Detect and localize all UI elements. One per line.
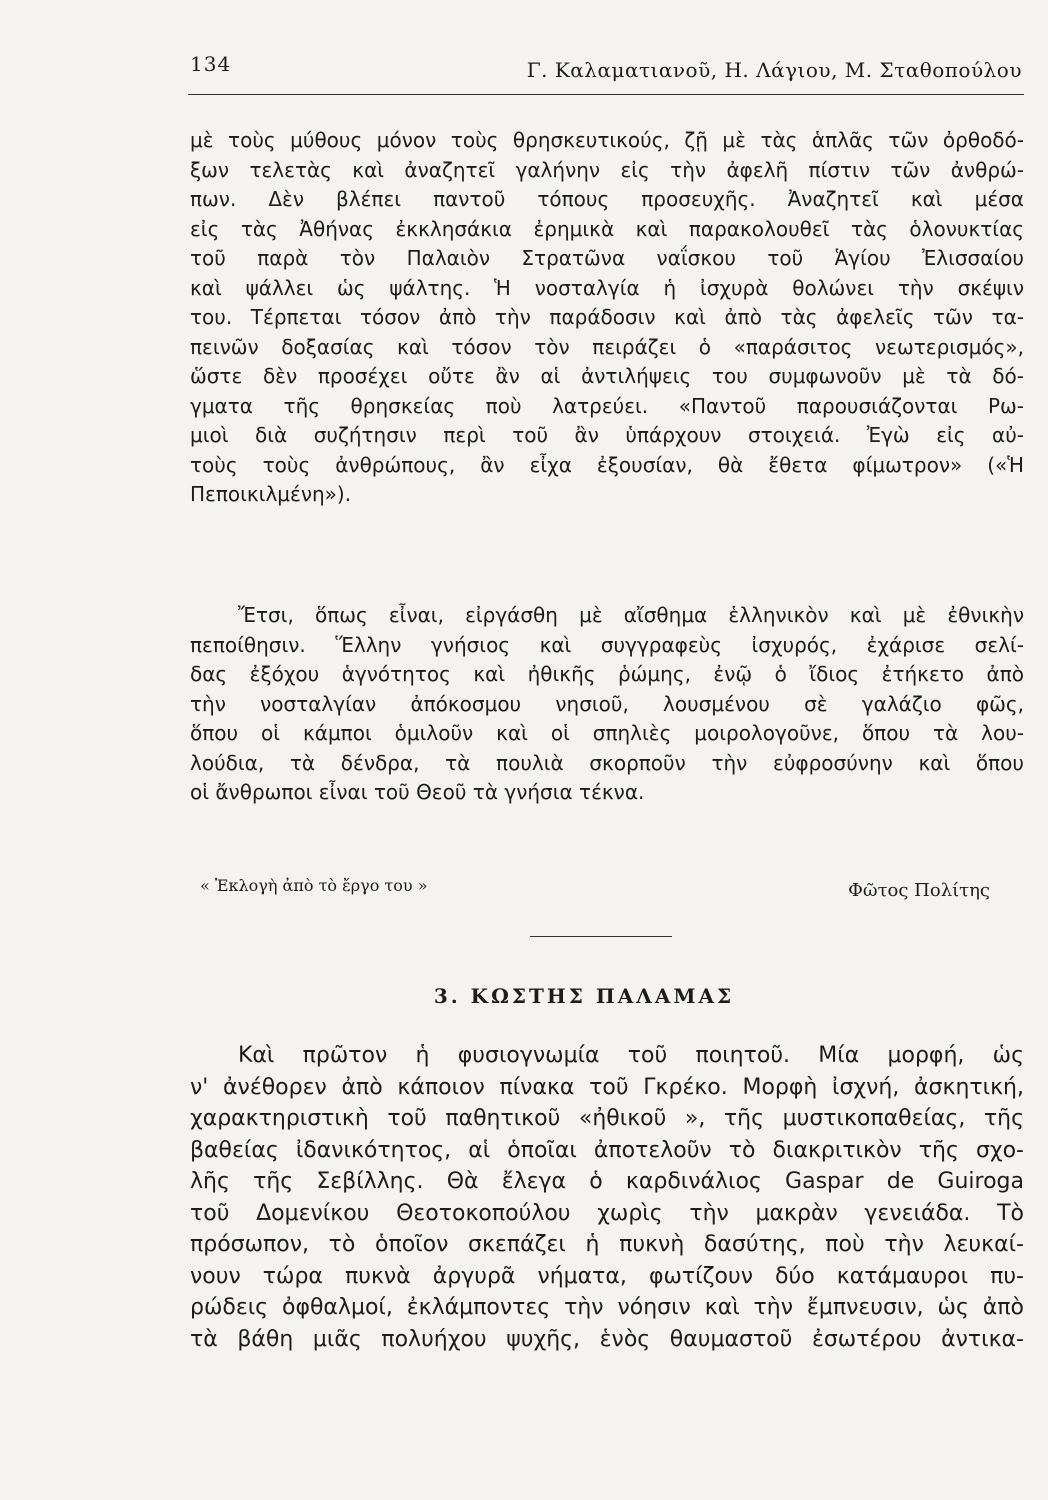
paragraph-2 <box>190 601 1024 808</box>
text-line: Ἔτσι, ὅπως εἶναι, εἰργάσθη μὲ αἴσθημα ἑλληνικὸν καὶ μὲ ἐθνικὴν <box>238 603 1024 627</box>
text-line: ξων τελετὰς καὶ ἀναζητεῖ γαλήνην εἰς τὴν ἀφελῆ πίστιν τῶν ἀνθρώ- <box>190 157 1024 182</box>
running-head: Γ. Καλαματιανοῦ, Η. Λάγιου, Μ. Σταθοπούλου <box>526 58 1022 82</box>
source-citation: « Ἐκλογὴ ἀπὸ τὸ ἔργο του » <box>200 876 428 895</box>
text-line: βαθείας ἰδανικότητος, αἱ ὁποῖαι ἀποτελοῦν τὸ διακριτικὸν τῆς σχο- <box>190 1137 1024 1163</box>
text-line: νουν τώρα πυκνὰ ἀργυρᾶ νήματα, φωτίζουν δύο κατάμαυροι πυ- <box>190 1263 1024 1289</box>
text-line: λούδια, τὰ δένδρα, τὰ πουλιὰ σκορποῦν τὴν εὐφροσύνην καὶ ὅπου <box>190 750 1024 775</box>
text-line: πεποίθησιν. Ἕλλην γνήσιος καὶ συγγραφεὺς ἰσχυρός, ἐχάρισε σελί- <box>190 632 1024 657</box>
text-line: Πεποικιλμένη»). <box>190 482 352 506</box>
text-line: τὴν νοσταλγίαν ἀπόκοσμου νησιοῦ, λουσμένου σὲ γαλάζιο φῶς, <box>190 691 1024 716</box>
text-line: καὶ ψάλλει ὡς ψάλτης. Ἡ νοσταλγία ἡ ἰσχυρὰ θολώνει τὴν σκέψιν <box>190 275 1024 300</box>
signature-row <box>200 876 990 904</box>
text-line: γματα τῆς θρησκείας ποὺ λατρεύει. «Παντοῦ παρουσιάζονται Ρω- <box>190 393 1024 418</box>
text-line: τοὺς τοὺς ἀνθρώπους, ἂν εἶχα ἐξουσίαν, θὰ ἔθετα φίμωτρον» («Ἡ <box>190 452 1024 477</box>
text-line: τοῦ παρὰ τὸν Παλαιὸν Στρατῶνα ναΐσκου τοῦ Ἁγίου Ἐλισσαίου <box>190 246 1024 270</box>
page-header <box>186 52 1022 92</box>
text-line: ὅπου οἱ κάμποι ὁμιλοῦν καὶ οἱ σπηλιὲς μοιρολογοῦνε, ὅπου τὰ λου- <box>190 721 1024 745</box>
section-heading: 3. ΚΩΣΤΗΣ ΠΑΛΑΜΑΣ <box>433 984 735 1008</box>
text-line: τὰ βάθη μιᾶς πολυήχου ψυχῆς, ἑνὸς θαυμαστοῦ ἐσωτέρου ἀντικα- <box>190 1326 1024 1352</box>
author-signature: Φῶτος Πολίτης <box>848 880 990 901</box>
text-line: λῆς τῆς Σεβίλλης. Θὰ ἔλεγα ὁ καρδινάλιος Gaspar de Guiroga <box>190 1169 1024 1194</box>
text-line: πεινῶν δοξασίας καὶ τόσον τὸν πειράζει ὁ «παράσιτος νεωτερισμός», <box>190 334 1024 359</box>
page-number: 134 <box>190 52 232 76</box>
text-line: Καὶ πρῶτον ἡ φυσιογνωμία τοῦ ποιητοῦ. Μία μορφή, ὡς <box>238 1043 1024 1068</box>
paragraph-3 <box>190 1040 1024 1355</box>
text-line: χαρακτηριστικὴ τοῦ παθητικοῦ «ἠθικοῦ », τῆς μυστικοπαθείας, τῆς <box>190 1106 1024 1131</box>
section-divider <box>530 936 672 937</box>
text-line: του. Τέρπεται τόσον ἀπὸ τὴν παράδοσιν καὶ ἀπὸ τὰς ἀφελεῖς τῶν τα- <box>190 305 1024 329</box>
text-line: ν' ἀνέθορεν ἀπὸ κάποιον πίνακα τοῦ Γκρέκο. Μορφὴ ἰσχνή, ἀσκητική, <box>190 1074 1024 1100</box>
text-line: μιοὶ διὰ συζήτησιν περὶ τοῦ ἂν ὑπάρχουν στοιχειά. Ἐγὼ εἰς αὐ- <box>190 423 1024 447</box>
text-line: πων. Δὲν βλέπει παντοῦ τόπους προσευχῆς. Ἀναζητεῖ καὶ μέσα <box>190 187 1024 211</box>
text-line: πρόσωπον, τὸ ὁποῖον σκεπάζει ἡ πυκνὴ δασύτης, ποὺ τὴν λευκαί- <box>190 1232 1024 1257</box>
text-line: ρώδεις ὀφθαλμοί, ἐκλάμποντες τὴν νόησιν καὶ τὴν ἔμπνευσιν, ὡς ἀπὸ <box>190 1295 1024 1320</box>
header-rule <box>188 94 1024 95</box>
text-line: τοῦ Δομενίκου Θεοτοκοπούλου χωρὶς τὴν μακρὰν γενειάδα. Τὸ <box>190 1200 1024 1226</box>
text-line: οἱ ἄνθρωποι εἶναι τοῦ Θεοῦ τὰ γνήσια τέκνα. <box>190 780 645 804</box>
text-line: μὲ τοὺς μύθους μόνον τοὺς θρησκευτικούς, ζῇ μὲ τὰς ἁπλᾶς τῶν ὀρθοδό- <box>190 128 1024 152</box>
text-line: ὥστε δὲν προσέχει οὔτε ἂν αἱ ἀντιλήψεις του συμφωνοῦν μὲ τὰ δό- <box>190 364 1024 388</box>
text-line: εἰς τὰς Ἀθήνας ἐκκλησάκια ἐρημικὰ καὶ παρακολουθεῖ τὰς ὁλονυκτίας <box>190 216 1024 241</box>
paragraph-1 <box>190 126 1024 510</box>
text-line: δας ἐξόχου ἁγνότητος καὶ ἠθικῆς ῥώμης, ἐνῷ ὁ ἴδιος ἐτήκετο ἀπὸ <box>190 662 1024 686</box>
